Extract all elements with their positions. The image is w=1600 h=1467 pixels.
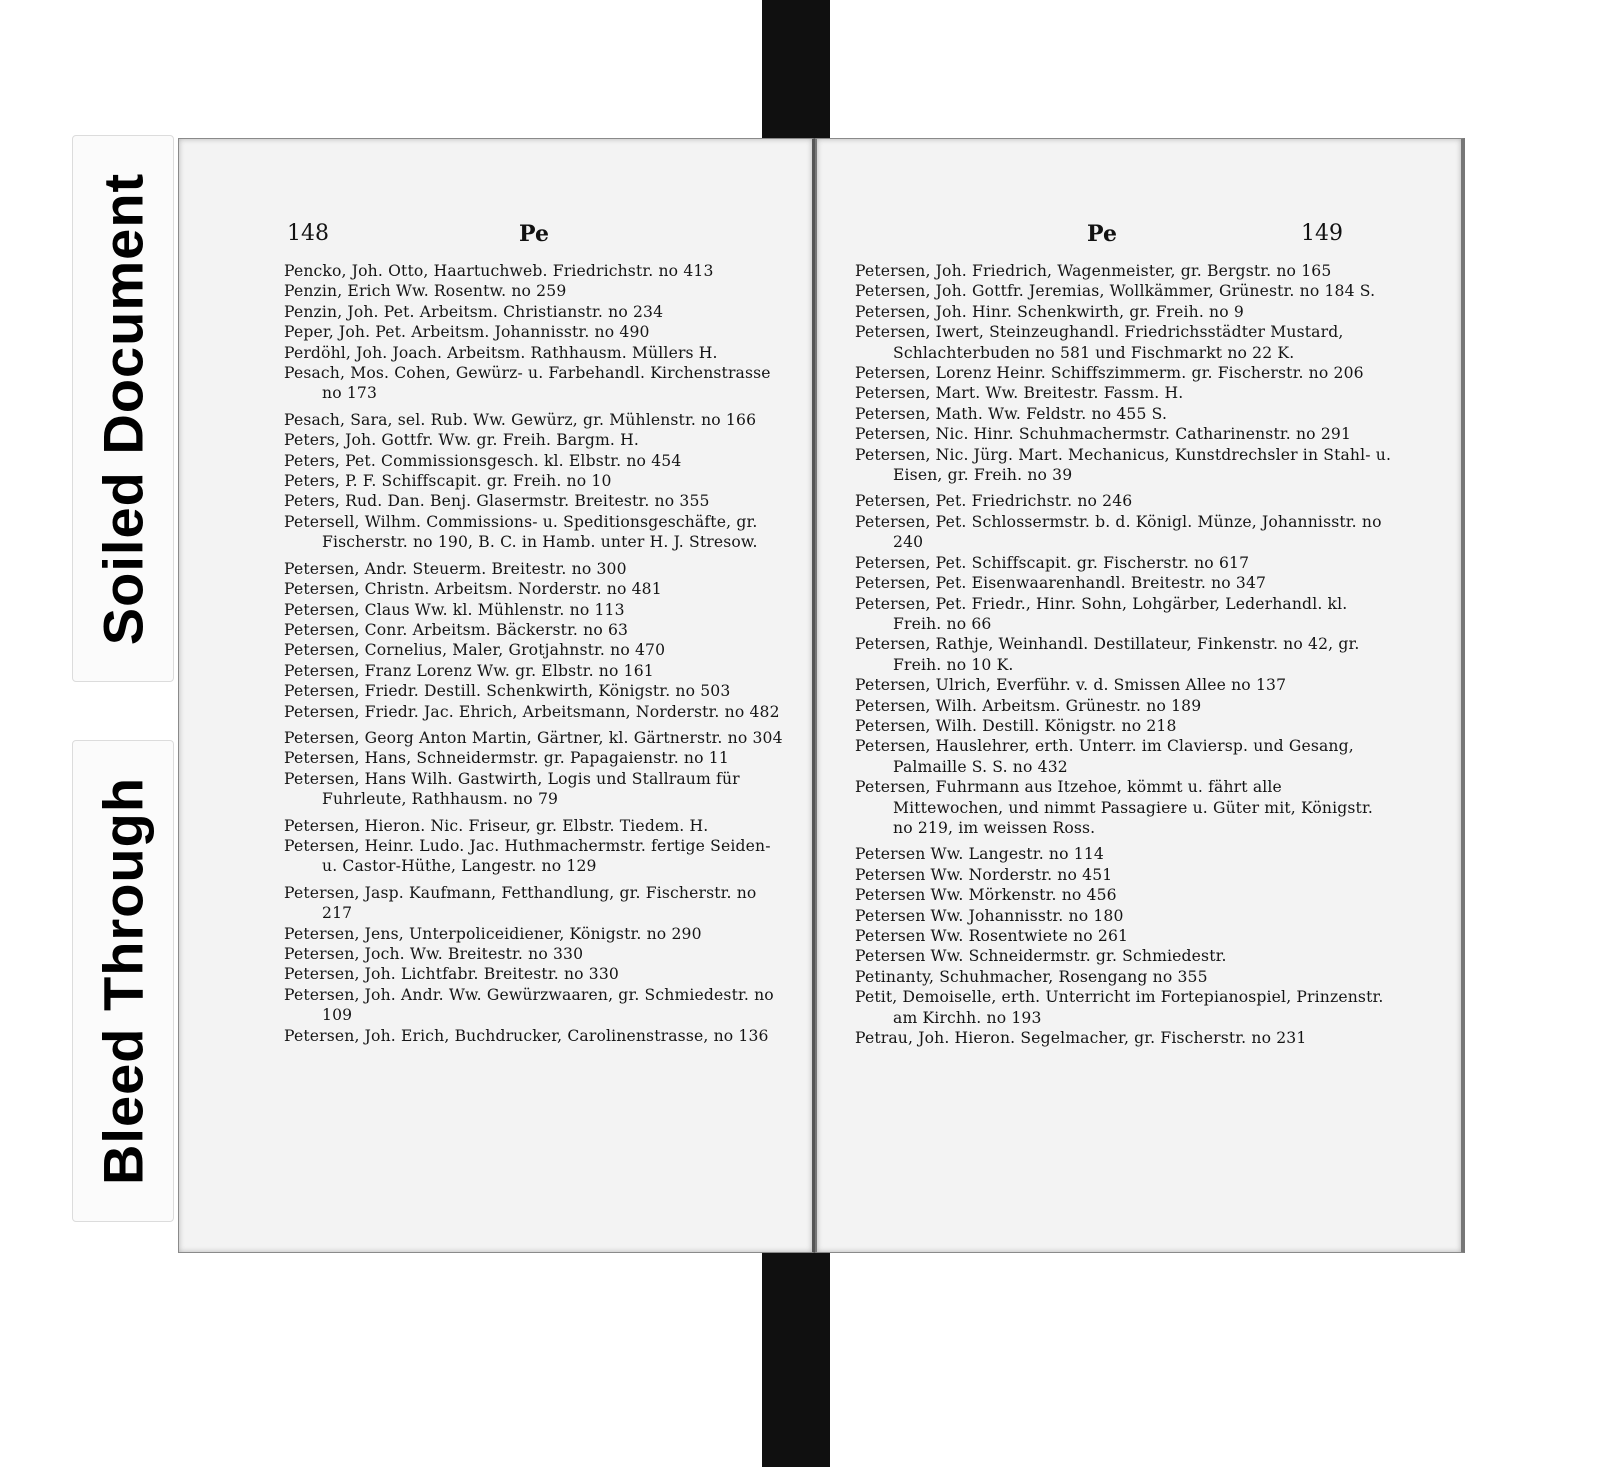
directory-entry: Petersen, Jasp. Kaufmann, Fetthandlung, gr. Fischerstr. no 217 bbox=[284, 883, 757, 923]
directory-entry: Petersen, Joh. Lichtfabr. Breitestr. no 330 bbox=[284, 965, 619, 984]
directory-entry: Peters, Joh. Gottfr. Ww. gr. Freih. Bargm. H. bbox=[284, 431, 640, 450]
directory-entry: Petersen, Ulrich, Everführ. v. d. Smissen Allee no 137 bbox=[855, 676, 1287, 695]
directory-entry: Petersen, Hieron. Nic. Friseur, gr. Elbstr. Tiedem. H. bbox=[284, 816, 709, 835]
directory-entry: Petersen Ww. Mörkenstr. no 456 bbox=[855, 886, 1117, 905]
directory-entry: Penzin, Joh. Pet. Arbeitsm. Christianstr. no 234 bbox=[284, 302, 664, 321]
right-page bbox=[815, 138, 1465, 1253]
directory-entry: Petinanty, Schuhmacher, Rosengang no 355 bbox=[855, 967, 1208, 986]
directory-entry: Petersen, Pet. Friedr., Hinr. Sohn, Lohgärber, Lederhandl. kl. Freih. no 66 bbox=[855, 594, 1348, 633]
directory-entry: Peters, P. F. Schiffscapit. gr. Freih. no 10 bbox=[284, 472, 612, 491]
left-entry-list bbox=[284, 261, 789, 1046]
directory-entry: Petersen, Nic. Hinr. Schuhmachermstr. Catharinenstr. no 291 bbox=[855, 425, 1352, 444]
directory-entry: Petersen, Hans Wilh. Gastwirth, Logis und Stallraum für Fuhrleute, Rathhausm. no 79 bbox=[284, 769, 740, 809]
directory-entry: Petersen, Mart. Ww. Breitestr. Fassm. H. bbox=[855, 384, 1184, 403]
right-page-number: 149 bbox=[1301, 221, 1343, 246]
directory-entry: Petersen, Hans, Schneidermstr. gr. Papagaienstr. no 11 bbox=[284, 749, 729, 768]
directory-entry: Peper, Joh. Pet. Arbeitsm. Johannisstr. no 490 bbox=[284, 323, 650, 342]
directory-entry: Petersen, Conr. Arbeitsm. Bäckerstr. no 63 bbox=[284, 620, 629, 639]
directory-entry: Petersen, Friedr. Destill. Schenkwirth, Königstr. no 503 bbox=[284, 682, 731, 701]
left-page-header bbox=[179, 221, 812, 251]
directory-entry: Penzin, Erich Ww. Rosentw. no 259 bbox=[284, 282, 567, 301]
directory-entry: Petersen, Wilh. Arbeitsm. Grünestr. no 189 bbox=[855, 696, 1202, 715]
right-page-header bbox=[817, 221, 1461, 251]
directory-entry: Petersen, Heinr. Ludo. Jac. Huthmachermstr. fertige Seiden- u. Castor-Hüthe, Langestr. no 129 bbox=[284, 836, 771, 876]
directory-entry: Peters, Pet. Commissionsgesch. kl. Elbstr. no 454 bbox=[284, 451, 682, 470]
directory-entry: Petersen, Christn. Arbeitsm. Norderstr. no 481 bbox=[284, 580, 662, 599]
directory-entry: Petersen, Andr. Steuerm. Breitestr. no 300 bbox=[284, 559, 627, 578]
directory-entry: Pesach, Mos. Cohen, Gewürz- u. Farbehandl. Kirchenstrasse no 173 bbox=[284, 364, 771, 403]
bleed-through-text: Bleed Through bbox=[91, 776, 155, 1186]
directory-entry: Petersen, Joh. Hinr. Schenkwirth, gr. Freih. no 9 bbox=[855, 302, 1244, 321]
left-page bbox=[178, 138, 815, 1253]
directory-entry: Petersen, Joh. Andr. Ww. Gewürzwaaren, gr. Schmiedestr. no 109 bbox=[284, 985, 774, 1025]
binding-strip-bottom bbox=[762, 1247, 830, 1467]
directory-entry: Petersen, Pet. Schlossermstr. b. d. Königl. Münze, Johannisstr. no 240 bbox=[855, 512, 1382, 552]
directory-entry: Petersen, Cornelius, Maler, Grotjahnstr. no 470 bbox=[284, 641, 666, 660]
directory-entry: Petersen Ww. Johannisstr. no 180 bbox=[855, 906, 1124, 925]
bleed-through-label bbox=[72, 740, 174, 1222]
directory-entry: Petersen, Math. Ww. Feldstr. no 455 S. bbox=[855, 404, 1168, 423]
directory-entry: Petersen, Claus Ww. kl. Mühlenstr. no 113 bbox=[284, 600, 625, 619]
directory-entry: Petersen, Pet. Schiffscapit. gr. Fischerstr. no 617 bbox=[855, 553, 1250, 572]
directory-entry: Pesach, Sara, sel. Rub. Ww. Gewürz, gr. Mühlenstr. no 166 bbox=[284, 410, 757, 429]
directory-entry: Petersen, Wilh. Destill. Königstr. no 218 bbox=[855, 716, 1177, 735]
soiled-document-label bbox=[72, 135, 174, 682]
directory-entry: Petersen, Joh. Erich, Buchdrucker, Carolinenstrasse, no 136 bbox=[284, 1026, 769, 1045]
directory-entry: Petersen, Georg Anton Martin, Gärtner, kl. Gärtnerstr. no 304 bbox=[284, 728, 783, 747]
directory-entry: Petersen, Fuhrmann aus Itzehoe, kömmt u. fährt alle Mittewochen, und nimmt Passagiere u. Güter mit, Königstr. no 219, im weissen Ross. bbox=[855, 778, 1373, 837]
directory-entry: Petersen, Pet. Eisenwaarenhandl. Breitestr. no 347 bbox=[855, 574, 1267, 593]
left-page-number: 148 bbox=[287, 221, 329, 246]
directory-entry: Petersen, Franz Lorenz Ww. gr. Elbstr. no 161 bbox=[284, 661, 654, 680]
directory-entry: Petrau, Joh. Hieron. Segelmacher, gr. Fischerstr. no 231 bbox=[855, 1029, 1307, 1048]
directory-entry: Petersen, Joh. Gottfr. Jeremias, Wollkämmer, Grünestr. no 184 S. bbox=[855, 282, 1376, 301]
directory-entry: Perdöhl, Joh. Joach. Arbeitsm. Rathhausm. Müllers H. bbox=[284, 343, 718, 362]
directory-entry: Petersen, Joh. Friedrich, Wagenmeister, gr. Bergstr. no 165 bbox=[855, 262, 1332, 280]
right-page-letters: Pe bbox=[1087, 221, 1117, 247]
directory-entry: Petersen, Pet. Friedrichstr. no 246 bbox=[855, 492, 1133, 511]
directory-entry: Petersen Ww. Norderstr. no 451 bbox=[855, 865, 1113, 884]
directory-entry: Petersen, Friedr. Jac. Ehrich, Arbeitsmann, Norderstr. no 482 bbox=[284, 702, 780, 721]
soiled-document-text: Soiled Document bbox=[91, 172, 155, 645]
binding-strip-top bbox=[762, 0, 830, 145]
directory-entry: Petersen Ww. Rosentwiete no 261 bbox=[855, 927, 1129, 945]
directory-entry: Petersen, Iwert, Steinzeughandl. Friedrichsstädter Mustard, Schlachterbuden no 581 und Fischmarkt no 22 K. bbox=[855, 323, 1344, 362]
directory-entry: Petit, Demoiselle, erth. Unterricht im Fortepianospiel, Prinzenstr. am Kirchh. no 193 bbox=[855, 988, 1384, 1027]
directory-entry: Petersen, Joch. Ww. Breitestr. no 330 bbox=[284, 945, 584, 963]
directory-entry: Petersen, Jens, Unterpoliceidiener, Königstr. no 290 bbox=[284, 924, 702, 943]
directory-entry: Petersen, Hauslehrer, erth. Unterr. im Claviersp. und Gesang, Palmaille S. S. no 432 bbox=[855, 737, 1354, 776]
directory-entry: Petersell, Wilhm. Commissions- u. Speditionsgeschäfte, gr. Fischerstr. no 190, B. C. in Hamb. unter H. J. Stresow. bbox=[284, 512, 758, 552]
directory-entry: Pencko, Joh. Otto, Haartuchweb. Friedrichstr. no 413 bbox=[284, 262, 714, 280]
directory-entry: Petersen Ww. Langestr. no 114 bbox=[855, 845, 1104, 864]
left-page-letters: Pe bbox=[519, 221, 549, 247]
directory-entry: Petersen, Rathje, Weinhandl. Destillateur, Finkenstr. no 42, gr. Freih. no 10 K. bbox=[855, 635, 1360, 674]
directory-entry: Peters, Rud. Dan. Benj. Glasermstr. Breitestr. no 355 bbox=[284, 492, 710, 511]
directory-entry: Petersen Ww. Schneidermstr. gr. Schmiedestr. bbox=[855, 947, 1227, 966]
directory-entry: Petersen, Nic. Jürg. Mart. Mechanicus, Kunstdrechsler in Stahl- u. Eisen, gr. Freih. no 39 bbox=[855, 445, 1392, 485]
directory-entry: Petersen, Lorenz Heinr. Schiffszimmerm. gr. Fischerstr. no 206 bbox=[855, 364, 1364, 383]
right-entry-list bbox=[855, 261, 1395, 1048]
